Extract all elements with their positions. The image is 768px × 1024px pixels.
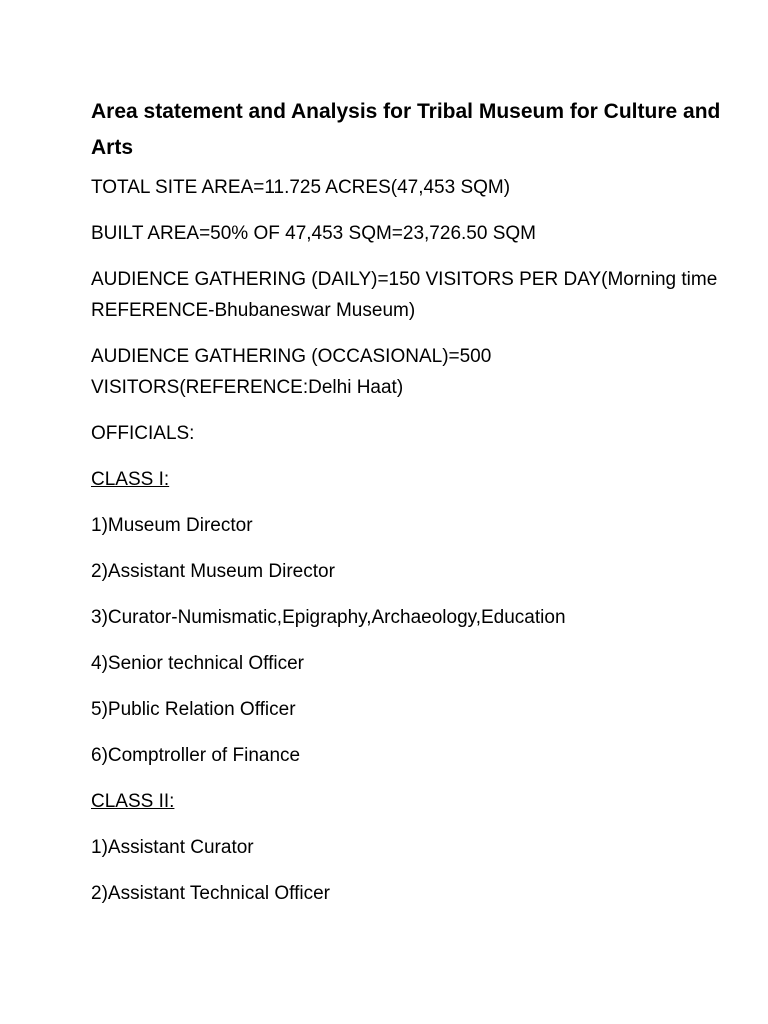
class-1-heading: CLASS I: [91, 469, 170, 490]
document-title: Area statement and Analysis for Tribal Museum for Culture and Arts [91, 100, 721, 159]
list-item: 5)Public Relation Officer [91, 699, 296, 720]
audience-occasional-text: AUDIENCE GATHERING (OCCASIONAL)=500 VISITORS(REFERENCE:Delhi Haat) [91, 346, 492, 398]
list-item: 3)Curator-Numismatic,Epigraphy,Archaeology,Education [91, 607, 566, 628]
class-2-heading: CLASS II: [91, 791, 175, 812]
list-item: 4)Senior technical Officer [91, 653, 304, 674]
list-item: 1)Assistant Curator [91, 837, 254, 858]
officials-label: OFFICIALS: [91, 423, 195, 444]
site-area-text: TOTAL SITE AREA=11.725 ACRES(47,453 SQM) [91, 177, 511, 198]
audience-daily-text: AUDIENCE GATHERING (DAILY)=150 VISITORS PER DAY(Morning time REFERENCE-Bhubaneswar Museum) [91, 269, 718, 321]
list-item: 2)Assistant Technical Officer [91, 883, 331, 904]
document-page [91, 94, 731, 924]
list-item: 6)Comptroller of Finance [91, 745, 301, 766]
list-item: 2)Assistant Museum Director [91, 561, 335, 582]
list-item: 1)Museum Director [91, 515, 253, 536]
built-area-text: BUILT AREA=50% OF 47,453 SQM=23,726.50 SQM [91, 223, 536, 244]
